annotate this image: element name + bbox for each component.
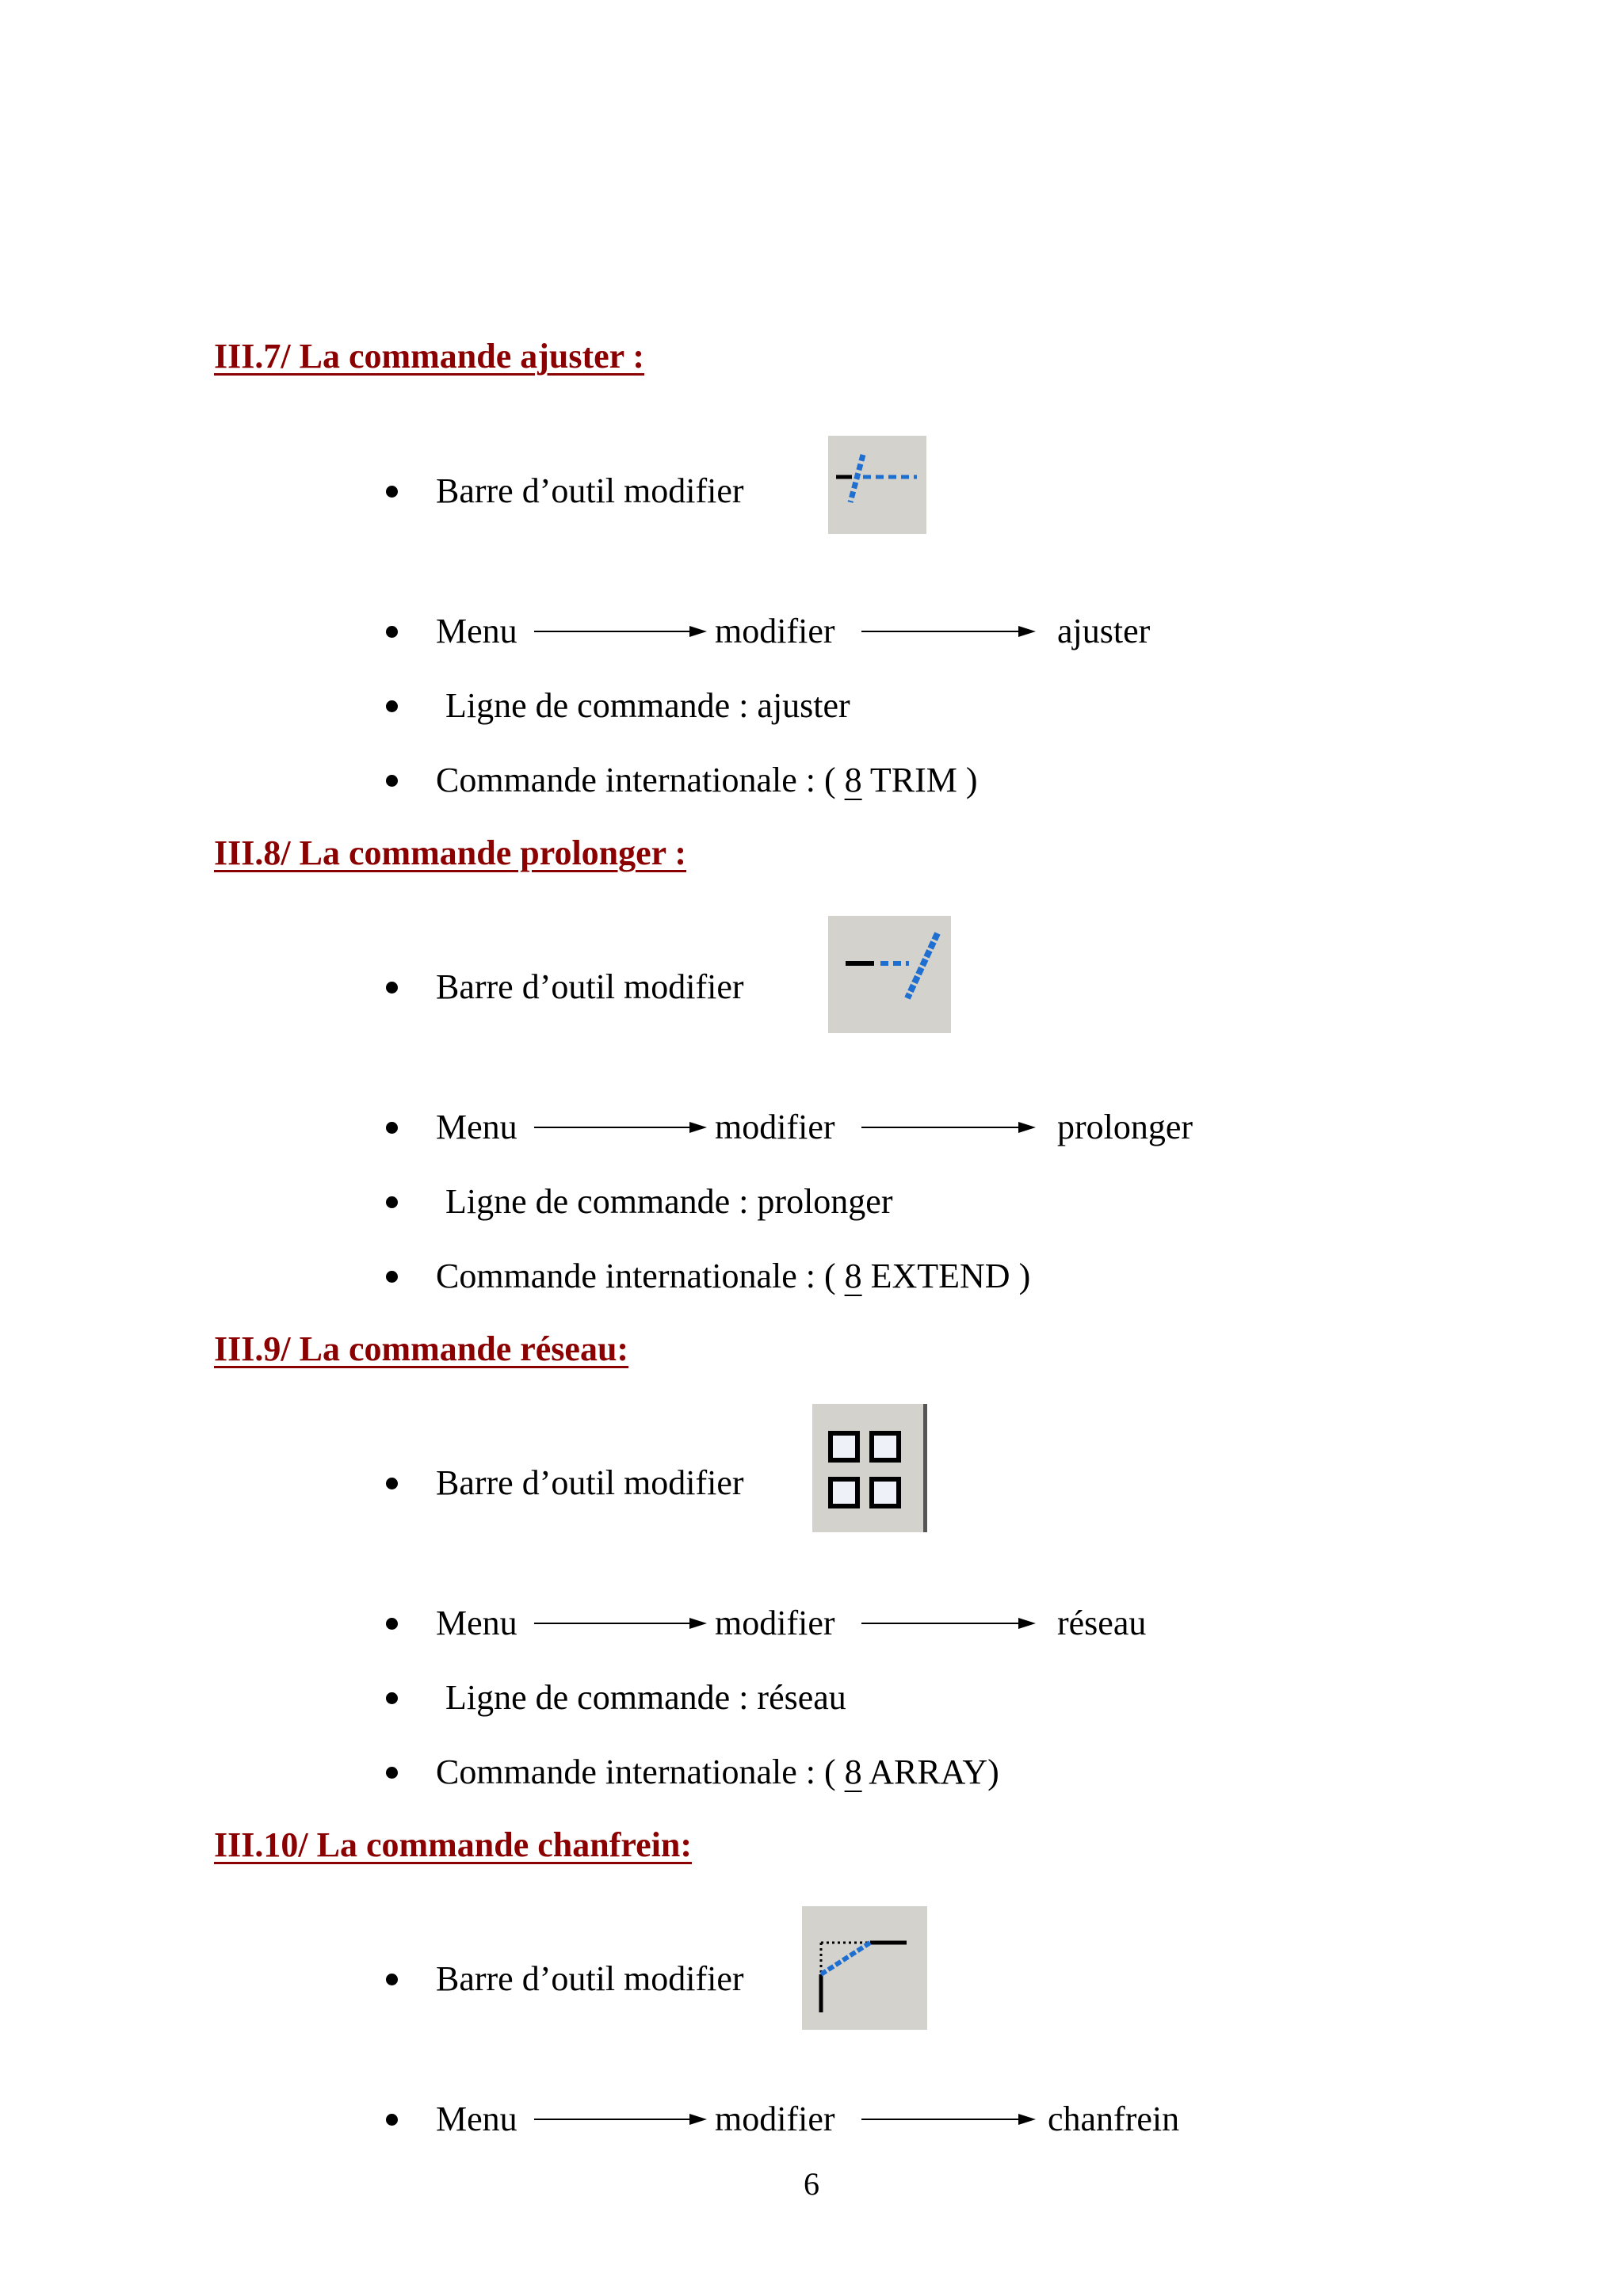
menu-label: Menu	[436, 1108, 517, 1146]
arrow-icon	[534, 626, 707, 637]
chamfer-icon	[802, 1906, 927, 2030]
bullet	[386, 486, 398, 498]
bullet	[386, 1767, 398, 1779]
intl-digit: 8	[844, 1753, 862, 1791]
menu-target: prolonger	[1057, 1108, 1193, 1146]
bullet	[386, 982, 398, 994]
intl-digit: 8	[844, 1257, 862, 1295]
arrow-icon	[861, 2114, 1036, 2125]
intl-command-text: Commande internationale : ( 8 EXTEND )	[436, 1257, 1031, 1295]
bullet	[386, 1122, 398, 1134]
bullet	[386, 1692, 398, 1704]
menu-row-reseau	[0, 1600, 1623, 1647]
bullet	[386, 1271, 398, 1283]
toolbar-label: Barre d’outil modifier	[436, 471, 744, 510]
toolbar-row-reseau	[0, 1459, 1623, 1507]
arrow-icon	[534, 2114, 707, 2125]
command-line-row-reseau	[0, 1674, 1623, 1722]
bullet	[386, 700, 398, 712]
menu-label: Menu	[436, 2100, 517, 2138]
command-line-row-ajuster	[0, 682, 1623, 730]
toolbar-label: Barre d’outil modifier	[436, 967, 744, 1006]
menu-label: Menu	[436, 612, 517, 650]
arrow-icon	[534, 1618, 707, 1629]
extend-icon	[828, 916, 951, 1033]
intl-command-text: Commande internationale : ( 8 ARRAY)	[436, 1753, 999, 1791]
trim-icon	[828, 436, 926, 534]
menu-row-prolonger	[0, 1104, 1623, 1151]
command-line-row-prolonger	[0, 1178, 1623, 1226]
intl-command-text: Commande internationale : ( 8 TRIM )	[436, 761, 978, 799]
bullet	[386, 1478, 398, 1489]
menu-row-chanfrein	[0, 2096, 1623, 2143]
command-line-text: Ligne de commande : ajuster	[445, 686, 850, 725]
bullet	[386, 1974, 398, 1985]
bullet	[386, 1618, 398, 1630]
toolbar-label: Barre d’outil modifier	[436, 1959, 744, 1998]
menu-modifier: modifier	[715, 612, 835, 650]
intl-command-row-reseau	[0, 1749, 1623, 1796]
section-heading-prolonger: III.8/ La commande prolonger :	[214, 833, 687, 872]
bullet	[386, 2114, 398, 2126]
toolbar-row-prolonger	[0, 963, 1623, 1011]
intl-digit: 8	[844, 761, 862, 799]
menu-modifier: modifier	[715, 1604, 835, 1642]
bullet	[386, 1196, 398, 1208]
arrow-icon	[861, 1122, 1036, 1133]
toolbar-row-ajuster	[0, 467, 1623, 515]
menu-label: Menu	[436, 1604, 517, 1642]
section-heading-chanfrein: III.10/ La commande chanfrein:	[214, 1825, 692, 1864]
menu-target: ajuster	[1057, 612, 1151, 650]
array-icon	[812, 1404, 927, 1532]
bullet	[386, 775, 398, 787]
bullet	[386, 626, 398, 638]
intl-command-row-prolonger	[0, 1253, 1623, 1300]
command-line-text: Ligne de commande : réseau	[445, 1678, 846, 1717]
menu-modifier: modifier	[715, 2100, 835, 2138]
page-number: 6	[804, 2166, 819, 2202]
section-heading-ajuster: III.7/ La commande ajuster :	[214, 337, 645, 376]
menu-modifier: modifier	[715, 1108, 835, 1146]
toolbar-label: Barre d’outil modifier	[436, 1463, 744, 1502]
arrow-icon	[534, 1122, 707, 1133]
intl-command-row-ajuster	[0, 757, 1623, 804]
menu-row-ajuster	[0, 608, 1623, 655]
command-line-text: Ligne de commande : prolonger	[445, 1182, 893, 1221]
menu-target: réseau	[1057, 1604, 1147, 1642]
arrow-icon	[861, 1618, 1036, 1629]
menu-target: chanfrein	[1048, 2100, 1180, 2138]
section-heading-reseau: III.9/ La commande réseau:	[214, 1329, 629, 1368]
arrow-icon	[861, 626, 1036, 637]
